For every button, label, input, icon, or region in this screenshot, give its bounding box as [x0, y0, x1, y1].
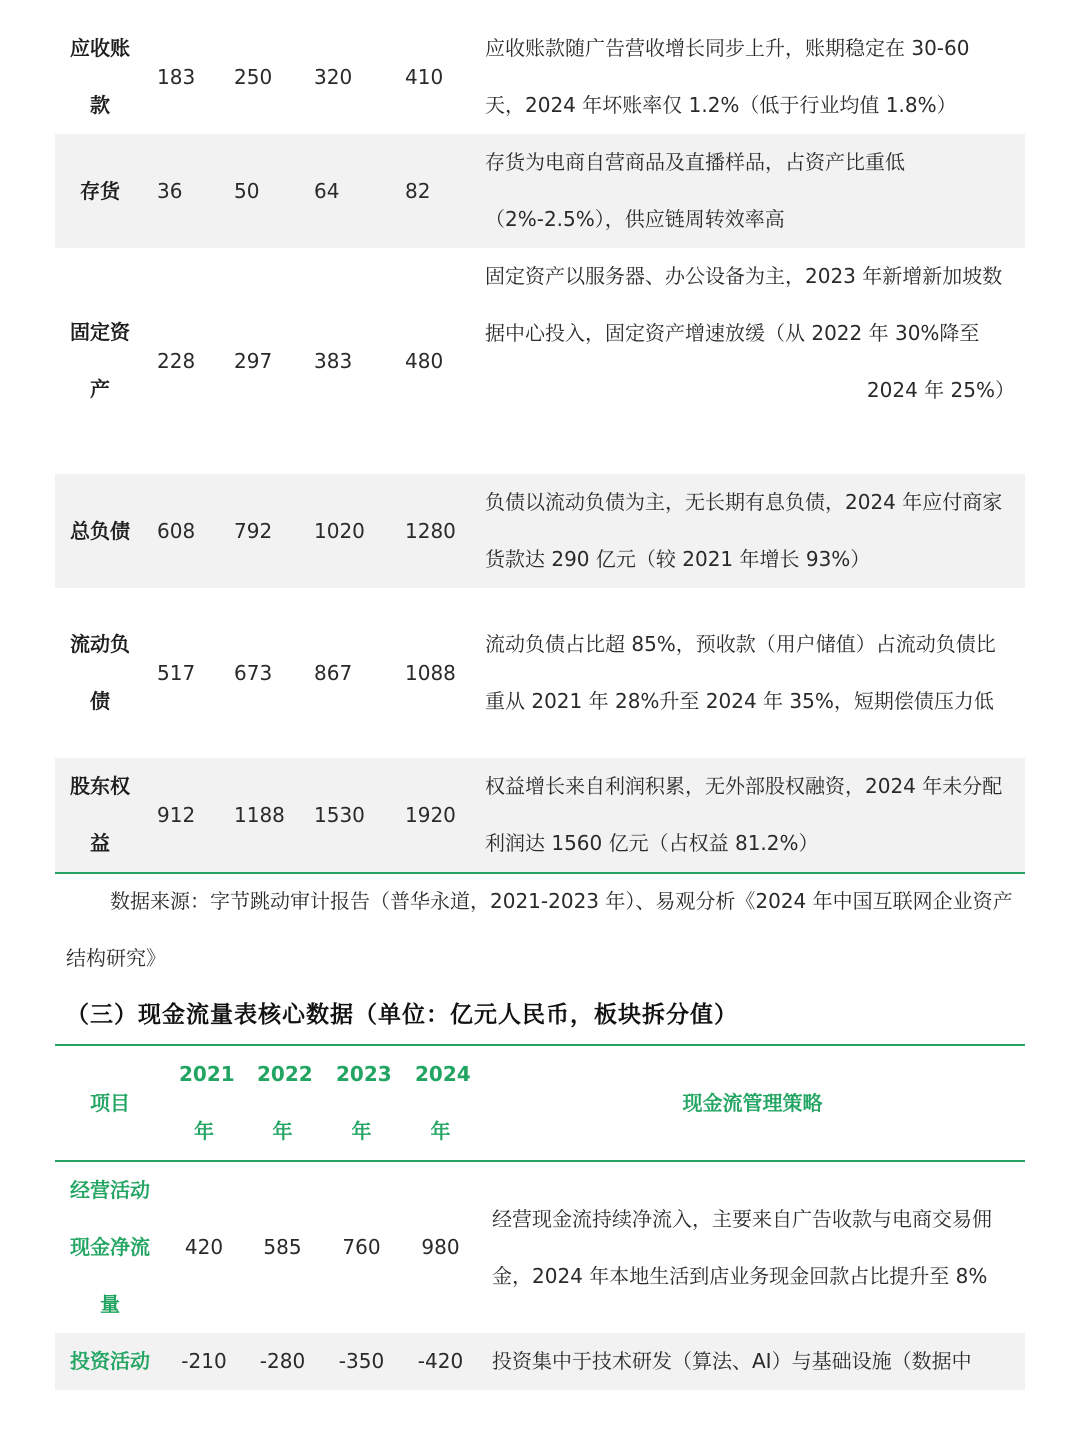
table-row — [55, 474, 1025, 588]
value-2021: 228 — [157, 348, 196, 373]
row-note: 权益增长来自利润积累，无外部股权融资，2024 年未分配利润达 1560 亿元（占权益 81.2%） — [485, 758, 1025, 873]
value-2023: 867 — [314, 660, 353, 685]
value-2021: 183 — [157, 64, 196, 89]
table-row — [55, 1333, 1025, 1390]
header-item: 项目 — [55, 1045, 165, 1161]
value-2024: -420 — [401, 1333, 480, 1390]
row-note: 流动负债占比超 85%，预收款（用户储值）占流动负债比重从 2021 年 28%升至 2024 年 35%，短期偿债压力低 — [485, 632, 996, 713]
row-item-label: 总负债 — [55, 474, 145, 588]
section-title: （三）现金流量表核心数据（单位：亿元人民币，板块拆分值） — [66, 1002, 738, 1028]
source-note: 数据来源：字节跳动审计报告（普华永道，2021-2023 年）、易观分析《2024 年中国互联网企业资产结构研究》 — [66, 889, 1013, 970]
row-note: 经营现金流持续净流入，主要来自广告收款与电商交易佣金，2024 年本地生活到店业务现金回款占比提升至 8% — [492, 1206, 992, 1288]
value-2022: 585 — [263, 1235, 302, 1259]
balance-sheet-table — [55, 20, 1025, 874]
value-2023: 383 — [314, 348, 353, 373]
value-2023: 64 — [302, 134, 393, 248]
value-2023: 760 — [342, 1235, 381, 1259]
value-2022: -280 — [243, 1333, 322, 1390]
value-2024: 82 — [393, 134, 485, 248]
header-2024: 2024 年 — [401, 1045, 480, 1161]
value-2021: 608 — [145, 474, 222, 588]
value-2024: 1088 — [405, 660, 456, 685]
value-2021: -210 — [165, 1333, 243, 1390]
row-item-label: 股东权益 — [55, 758, 145, 873]
value-2023: 320 — [314, 64, 353, 89]
value-2023: 1530 — [302, 758, 393, 873]
value-2023: -350 — [322, 1333, 401, 1390]
table-row — [55, 758, 1025, 873]
value-2022: 250 — [234, 64, 273, 89]
row-note: 存货为电商自营商品及直播样品，占资产比重低（2%-2.5%），供应链周转效率高 — [485, 134, 1025, 248]
value-2022: 50 — [222, 134, 302, 248]
row-item-label: 流动负债 — [70, 632, 130, 713]
table-row — [55, 134, 1025, 248]
cashflow-table — [55, 1044, 1025, 1390]
value-2024: 410 — [405, 64, 444, 89]
table-row — [55, 248, 1025, 474]
row-note-text: 固定资产以服务器、办公设备为主，2023 年新增新加坡数据中心投入，固定资产增速放缓（从 2022 年 30%降至 — [485, 264, 1003, 345]
header-2022: 2022 年 — [243, 1045, 322, 1161]
header-2021: 2021 年 — [165, 1045, 243, 1161]
row-item-label: 投资活动 — [55, 1333, 165, 1390]
value-2021: 517 — [157, 660, 196, 685]
row-item-label: 固定资产 — [70, 320, 130, 401]
table-header-row — [55, 1045, 1025, 1161]
row-item-label: 应收账款 — [70, 36, 130, 117]
table-row — [55, 588, 1025, 758]
value-2024: 1280 — [393, 474, 485, 588]
table-row — [55, 1161, 1025, 1333]
value-2021: 36 — [145, 134, 222, 248]
row-note: 应收账款随广告营收增长同步上升，账期稳定在 30-60 天，2024 年坏账率仅 1.2%（低于行业均值 1.8%） — [485, 36, 970, 117]
value-2023: 1020 — [302, 474, 393, 588]
value-2022: 792 — [222, 474, 302, 588]
table-row — [55, 20, 1025, 134]
header-2023: 2023 年 — [322, 1045, 401, 1161]
row-note-tail: 2024 年 25%） — [866, 378, 1015, 402]
header-strategy: 现金流管理策略 — [480, 1045, 1025, 1161]
value-2022: 1188 — [222, 758, 302, 873]
row-note: 负债以流动负债为主，无长期有息负债，2024 年应付商家货款达 290 亿元（较 2021 年增长 93%） — [485, 474, 1025, 588]
value-2022: 297 — [234, 348, 273, 373]
value-2024: 480 — [405, 348, 444, 373]
value-2022: 673 — [234, 660, 273, 685]
value-2021: 420 — [184, 1235, 224, 1259]
row-item-label: 存货 — [55, 134, 145, 248]
row-note — [485, 248, 1025, 474]
value-2024: 1920 — [393, 758, 485, 873]
row-note: 投资集中于技术研发（算法、AI）与基础设施（数据中 — [480, 1333, 1025, 1390]
row-item-label: 经营活动现金净流量 — [70, 1178, 150, 1316]
value-2021: 912 — [145, 758, 222, 873]
value-2024: 980 — [421, 1235, 460, 1259]
